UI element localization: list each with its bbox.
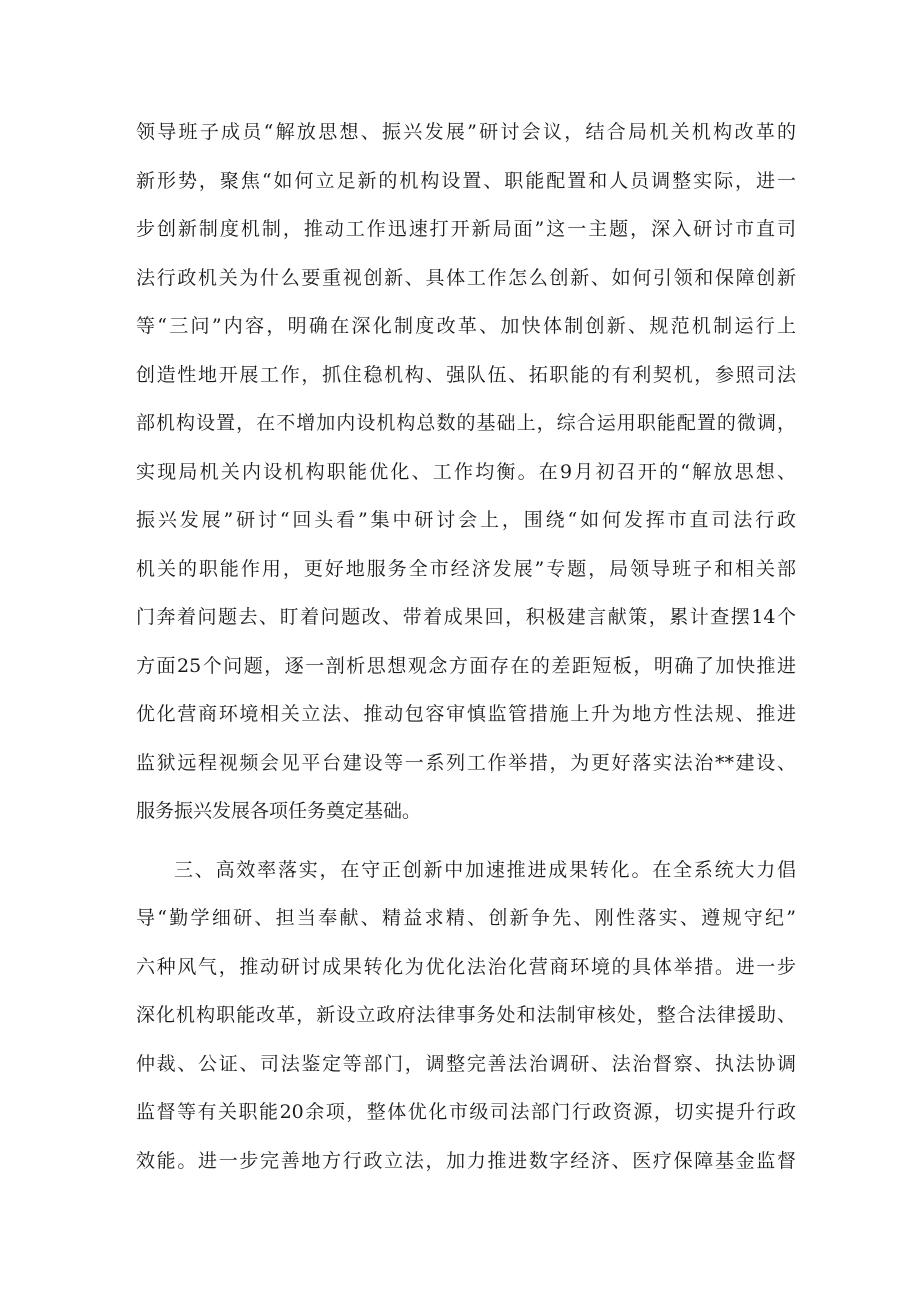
text-line: 方面25个问题，逐一剖析思想观念方面存在的差距短板，明确了加快推进 bbox=[136, 655, 796, 677]
text-line: 深化机构职能改革，新设立政府法律事务处和法制审核处，整合法律援助、 bbox=[136, 1004, 796, 1026]
text-line: 法行政机关为什么要重视创新、具体工作怎么创新、如何引领和保障创新 bbox=[136, 267, 796, 289]
text-line: 领导班子成员“解放思想、振兴发展”研讨会议，结合局机关机构改革的 bbox=[136, 121, 796, 143]
text-line: 步创新制度机制，推动工作迅速打开新局面”这一主题，深入研讨市直司 bbox=[136, 218, 796, 240]
text-line: 监督等有关职能20余项，整体优化市级司法部门行政资源，切实提升行政 bbox=[136, 1101, 796, 1123]
text-line: 优化营商环境相关立法、推动包容审慎监管措施上升为地方性法规、推进 bbox=[136, 703, 796, 725]
text-line: 门奔着问题去、盯着问题改、带着成果回，积极建言献策，累计查摆14个 bbox=[136, 606, 796, 628]
text-line: 效能。进一步完善地方行政立法，加力推进数字经济、医疗保障基金监督 bbox=[136, 1150, 796, 1172]
text-line: 实现局机关内设机构职能优化、工作均衡。在9月初召开的“解放思想、 bbox=[136, 461, 796, 483]
text-line: 部机构设置，在不增加内设机构总数的基础上，综合运用职能配置的微调， bbox=[136, 412, 796, 434]
text-line: 导“勤学细研、担当奉献、精益求精、创新争先、刚性落实、遵规守纪” bbox=[136, 907, 796, 929]
text-line: 振兴发展”研讨“回头看”集中研讨会上，围绕“如何发挥市直司法行政 bbox=[136, 509, 796, 531]
text-line: 创造性地开展工作，抓住稳机构、强队伍、拓职能的有利契机，参照司法 bbox=[136, 364, 796, 386]
text-line: 监狱远程视频会见平台建设等一系列工作举措，为更好落实法治**建设、 bbox=[136, 752, 796, 774]
text-line: 服务振兴发展各项任务奠定基础。 bbox=[136, 800, 422, 822]
text-line: 新形势，聚焦“如何立足新的机构设置、职能配置和人员调整实际，进一 bbox=[136, 170, 796, 192]
text-line: 三、高效率落实，在守正创新中加速推进成果转化。在全系统大力倡 bbox=[174, 859, 796, 881]
text-line: 等“三问”内容，明确在深化制度改革、加快体制创新、规范机制运行上 bbox=[136, 315, 796, 337]
text-line: 仲裁、公证、司法鉴定等部门，调整完善法治调研、法治督察、执法协调 bbox=[136, 1053, 796, 1075]
text-line: 机关的职能作用，更好地服务全市经济发展”专题，局领导班子和相关部 bbox=[136, 558, 796, 580]
text-line: 六种风气，推动研讨成果转化为优化法治化营商环境的具体举措。进一步 bbox=[136, 956, 796, 978]
